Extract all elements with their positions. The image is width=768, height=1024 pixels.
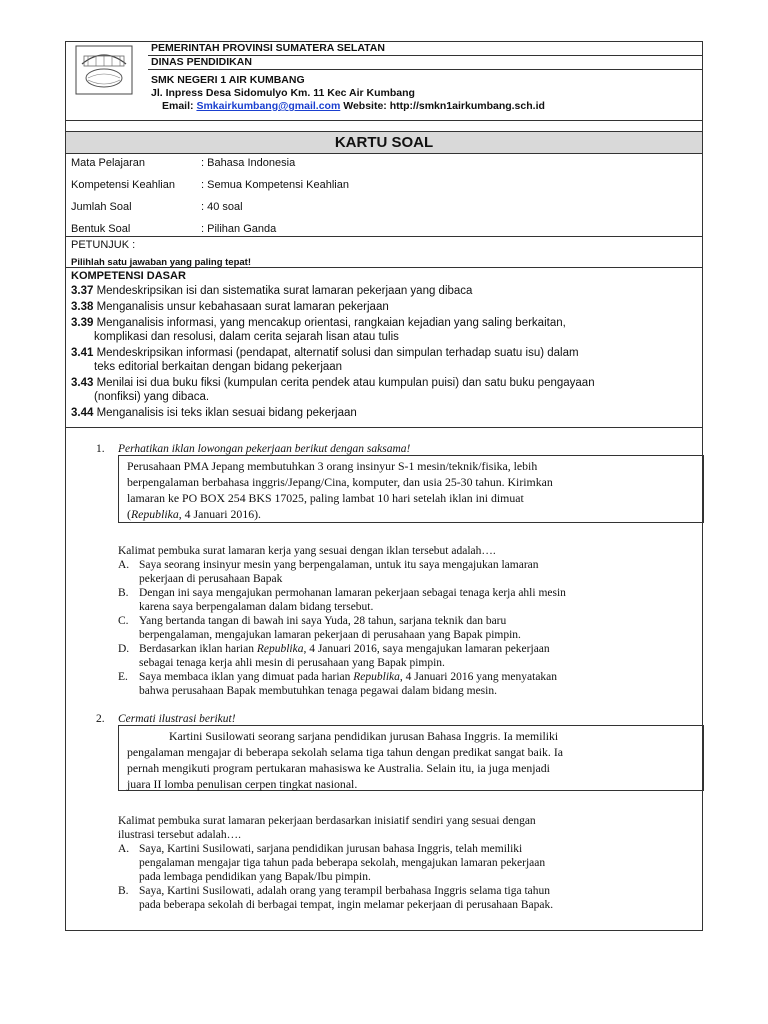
question-1-number: 1. <box>96 443 105 455</box>
question-2-number: 2. <box>96 713 105 725</box>
question-2-header <box>96 712 236 726</box>
card-title: KARTU SOAL <box>66 131 702 154</box>
row-count <box>66 198 702 220</box>
question-2-stem: Kalimat pembuka surat lamaran pekerjaan berdasarkan inisiatif sendiri yang sesuai dengan ilustrasi tersebut adalah…. <box>118 815 536 841</box>
header-line-office: DINAS PENDIDIKAN <box>148 56 702 70</box>
instructions-label: PETUNJUK : <box>71 239 136 251</box>
header-line-school: SMK NEGERI 1 AIR KUMBANG <box>151 74 305 86</box>
row-competency <box>66 176 702 198</box>
subject-label: Mata Pelajaran <box>71 157 145 169</box>
letterhead-text <box>148 42 702 113</box>
basic-competencies <box>66 268 702 428</box>
competency-item: 3.44 Menganalisis isi teks iklan sesuai bidang pekerjaan <box>71 407 357 419</box>
type-label: Bentuk Soal <box>71 223 131 235</box>
competency-item: 3.43 Menilai isi dua buku fiksi (kumpulan cerita pendek atau kumpulan puisi) dan satu buku pengayaan (nonfiksi) yang dibaca. <box>71 377 595 403</box>
questions-area <box>66 428 702 928</box>
question-1-option-e[interactable]: E. Saya membaca iklan yang dimuat pada harian Republika, 4 Januari 2016 yang menyatakan bahwa perusahaan Bapak membutuhkan tenaga pegawai dalam bidang mesin. <box>118 671 558 697</box>
question-1-instruction: Perhatikan iklan lowongan pekerjaan berikut dengan saksama! <box>118 443 411 455</box>
question-2-option-b[interactable]: B. Saya, Kartini Susilowati, adalah orang yang terampil berbahasa Inggris selama tiga tahun pada beberapa sekolah di berbagai tempat, ingin melamar pekerjaan di perusahaan Bapak. <box>118 885 554 911</box>
question-1-option-c[interactable]: C. Yang bertanda tangan di bawah ini saya Yuda, 28 tahun, sarjana teknik dan baru berpengalaman, mengajukan lamaran pekerjaan di perusahaan yang Bapak pimpin. <box>118 615 521 641</box>
competency-item: 3.37 Mendeskripsikan isi dan sistematika surat lamaran pekerjaan yang dibaca <box>71 285 473 297</box>
count-label: Jumlah Soal <box>71 201 132 213</box>
header-line-province: PEMERINTAH PROVINSI SUMATERA SELATAN <box>148 42 702 56</box>
school-logo <box>74 44 134 96</box>
competency-item: 3.38 Menganalisis unsur kebahasaan surat lamaran pekerjaan <box>71 301 389 313</box>
competency-item: 3.39 Menganalisis informasi, yang mencakup orientasi, rangkaian kejadian yang saling berkaitan, komplikasi dan resolusi, dalam cerita sejarah lisan atau tulis <box>71 317 566 343</box>
competency-label: Kompetensi Keahlian <box>71 179 175 191</box>
letterhead <box>66 42 702 121</box>
email-link[interactable]: Smkairkumbang@gmail.com <box>196 100 341 112</box>
instructions <box>66 237 702 268</box>
row-subject <box>66 154 702 176</box>
competencies-title: KOMPETENSI DASAR <box>71 270 186 282</box>
header-line-contact <box>148 100 702 113</box>
competency-item: 3.41 Mendeskripsikan informasi (pendapat, alternatif solusi dan simpulan terhadap suatu isu) dalam teks editorial berkaitan dengan bidang pekerjaan <box>71 347 579 373</box>
question-2-passage: Kartini Susilowati seorang sarjana pendidikan jurusan Bahasa Inggris. Ia memiliki pengalaman mengajar di beberapa sekolah selama tiga tahun dengan predikat sangat baik. Ia pernah mengikuti program pertukaran mahasiswa ke Australia. Selain itu, ia juga menjadi juara II lomba penulisan cerpen tingkat nasional. <box>118 725 704 791</box>
question-1-option-d[interactable]: D. Berdasarkan iklan harian Republika, 4 Januari 2016, saya mengajukan lamaran pekerjaan sebagai tenaga kerja ahli mesin di perusahaan yang Bapak pimpin. <box>118 643 550 669</box>
question-2-instruction: Cermati ilustrasi berikut! <box>118 713 236 725</box>
header-line-address: Jl. Inpress Desa Sidomulyo Km. 11 Kec Air Kumbang <box>151 87 415 99</box>
question-1-option-b[interactable]: B. Dengan ini saya mengajukan permohanan lamaran pekerjaan sebagai tenaga kerja ahli mesin karena saya berpengalaman dalam bidang tersebut. <box>118 587 566 613</box>
row-type <box>66 220 702 237</box>
instructions-text: Pilihlah satu jawaban yang paling tepat! <box>71 257 252 268</box>
question-2-option-a[interactable]: A. Saya, Kartini Susilowati, sarjana pendidikan jurusan bahasa Inggris, telah memiliki pengalaman mengajar tiga tahun pada beberapa sekolah, mengajukan lamaran pekerjaan pada lembaga pendidikan yang Bapak/Ibu pimpin. <box>118 843 546 883</box>
question-1-option-a[interactable]: A. Saya seorang insinyur mesin yang berpengalaman, untuk itu saya mengajukan lamaran pekerjaan di perusahaan Bapak <box>118 559 539 585</box>
subject-value: : Bahasa Indonesia <box>201 157 296 169</box>
exam-card <box>65 41 703 931</box>
question-1-stem: Kalimat pembuka surat lamaran kerja yang sesuai dengan iklan tersebut adalah…. <box>118 545 496 557</box>
type-value: : Pilihan Ganda <box>201 223 277 235</box>
email-label: Email: <box>162 100 197 112</box>
website-text: Website: http://smkn1airkumbang.sch.id <box>340 100 545 112</box>
question-1-passage: Perusahaan PMA Jepang membutuhkan 3 orang insinyur S-1 mesin/teknik/fisika, lebih berpengalaman berbahasa inggris/Jepang/Cina, komputer, dan usia 25-30 tahun. Kirimkan lamaran ke PO BOX 254 BKS 17025, paling lambat 10 hari setelah iklan ini dimuat (Republika, 4 Januari 2016). <box>118 455 704 523</box>
count-value: : 40 soal <box>201 201 243 213</box>
question-1-header <box>96 442 410 456</box>
card-info <box>66 154 702 237</box>
competency-value: : Semua Kompetensi Keahlian <box>201 179 349 191</box>
